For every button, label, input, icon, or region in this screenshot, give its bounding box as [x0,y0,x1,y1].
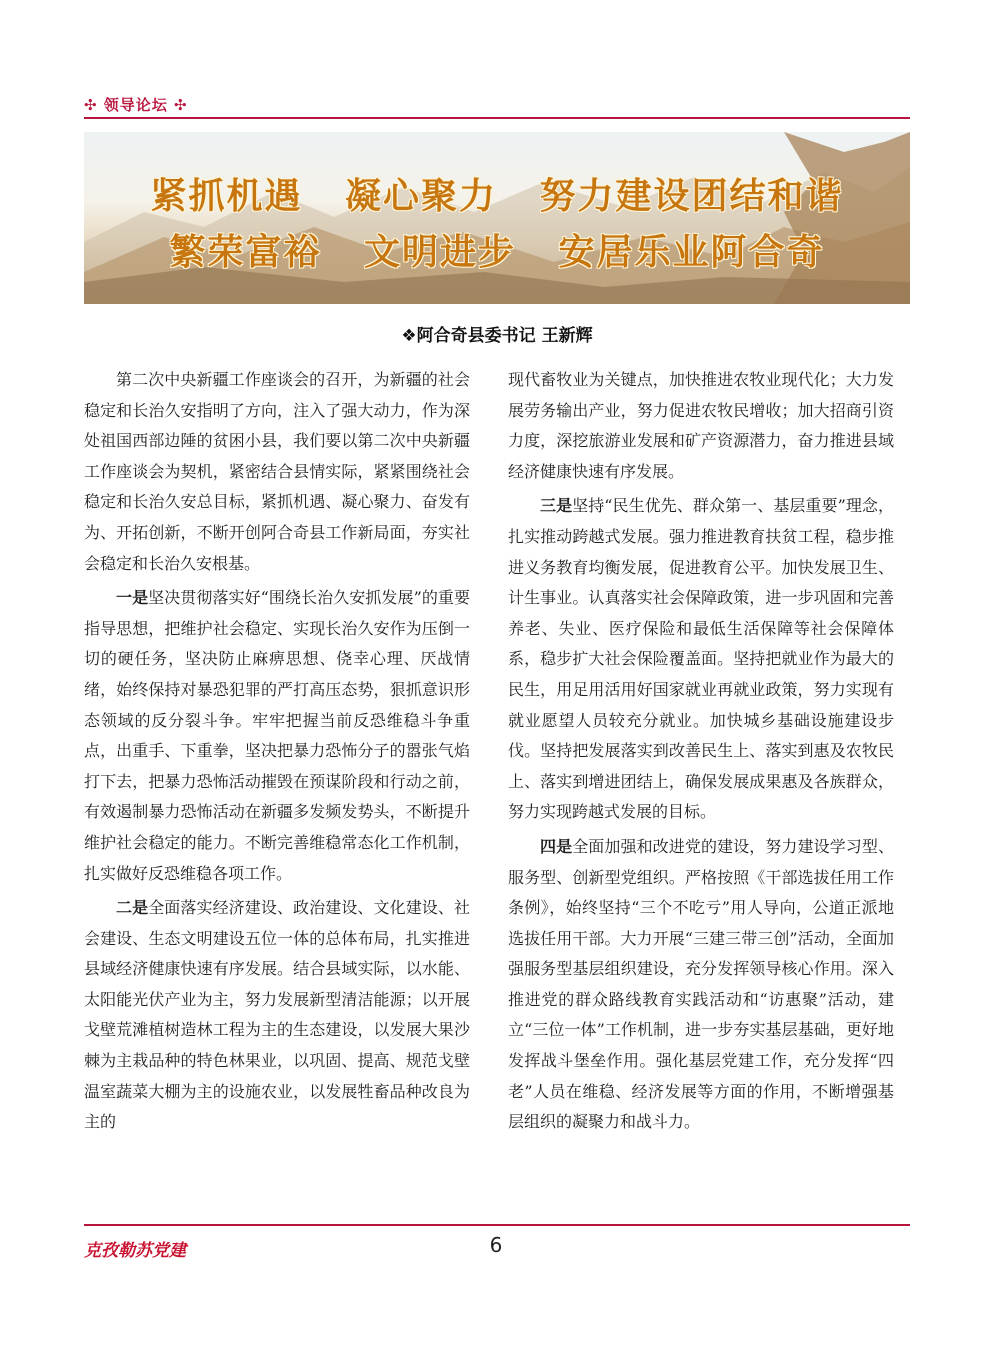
paragraph-lead: 一是 [116,588,149,608]
top-rule [84,117,910,119]
byline: ❖阿合奇县委书记 王新辉 [401,326,593,346]
bottom-rule [84,1224,910,1226]
paragraph-lead: 二是 [116,898,149,918]
paragraph-lead: 四是 [540,836,573,856]
paragraph: 二是全面落实经济建设、政治建设、文化建设、社会建设、生态文明建设五位一体的总体布局，扎实推进县域经济健康快速有序发展。结合县域实际，以水能、太阳能光伏产业为主，努力发展新型清洁能源；以开展戈壁荒滩植树造林工程为主的生态建设，以发展大果沙棘为主栽品种的特色林果业，以巩固、提高、规范戈壁温室蔬菜大棚为主的设施农业，以发展牲畜品种改良为主的 [84,898,470,1132]
paragraph: 现代畜牧业为关键点，加快推进农牧业现代化；大力发展劳务输出产业，努力促进农牧民增收；加大招商引资力度，深挖旅游业发展和矿产资源潜力，奋力推进县域经济健康快速有序发展。 [508,370,894,481]
paragraph: 三是坚持“民生优先、群众第一、基层重要”理念，扎实推动跨越式发展。强力推进教育扶贫工程，稳步推进义务教育均衡发展，促进教育公平。加快发展卫生、计生事业。认真落实社会保障政策，进一步巩固和完善养老、失业、医疗保险和最低生活保障等社会保障体系，稳步扩大社会保险覆盖面。坚持把就业作为最大的民生，用足用活用好国家就业再就业政策，努力实现有就业愿望人员较充分就业。加快城乡基础设施建设步伐。坚持把发展落实到改善民生上、落实到惠及农牧民上、落实到增进团结上，确保发展成果惠及各族群众，努力实现跨越式发展的目标。 [508,496,894,822]
right-column [508,365,894,1142]
left-column [84,365,470,1142]
footer-brand: 克孜勒苏党建 [84,1241,186,1261]
headline-line-1: 紧抓机遇 凝心聚力 努力建设团结和谐 [150,175,844,217]
paragraph: 第二次中央新疆工作座谈会的召开，为新疆的社会稳定和长治久安指明了方向，注入了强大动力，作为深处祖国西部边陲的贫困小县，我们要以第二次中央新疆工作座谈会为契机，紧密结合县情实际，紧紧围绕社会稳定和长治久安总目标，紧抓机遇、凝心聚力、奋发有为、开拓创新，不断开创阿合奇县工作新局面，夯实社会稳定和长治久安根基。 [84,370,470,573]
paragraph-lead: 三是 [540,496,573,516]
section-tag: ✣ 领导论坛 ✣ [84,96,188,114]
page-number: 6 [489,1233,503,1257]
banner [84,132,910,304]
paragraph: 四是全面加强和改进党的建设，努力建设学习型、服务型、创新型党组织。严格按照《干部选拔任用工作条例》，始终坚持“三个不吃亏”用人导向，公道正派地选拔任用干部。大力开展“三建三带三创”活动，全面加强服务型基层组织建设，充分发挥领导核心作用。深入推进党的群众路线教育实践活动和“访惠聚”活动，建立“三位一体”工作机制，进一步夯实基层基础，更好地发挥战斗堡垒作用。强化基层党建工作，充分发挥“四老”人员在维稳、经济发展等方面的作用，不断增强基层组织的凝聚力和战斗力。 [508,836,894,1132]
paragraph: 一是坚决贯彻落实好“围绕长治久安抓发展”的重要指导思想，把维护社会稳定、实现长治久安作为压倒一切的硬任务，坚决防止麻痹思想、侥幸心理、厌战情绪，始终保持对暴恐犯罪的严打高压态势，狠抓意识形态领域的反分裂斗争。牢牢把握当前反恐维稳斗争重点，出重手、下重拳，坚决把暴力恐怖分子的嚣张气焰打下去，把暴力恐怖活动摧毁在预谋阶段和行动之前，有效遏制暴力恐怖活动在新疆多发频发势头，不断提升维护社会稳定的能力。不断完善维稳常态化工作机制，扎实做好反恐维稳各项工作。 [84,588,470,883]
headline-line-2: 繁荣富裕 文明进步 安居乐业阿合奇 [169,231,825,273]
